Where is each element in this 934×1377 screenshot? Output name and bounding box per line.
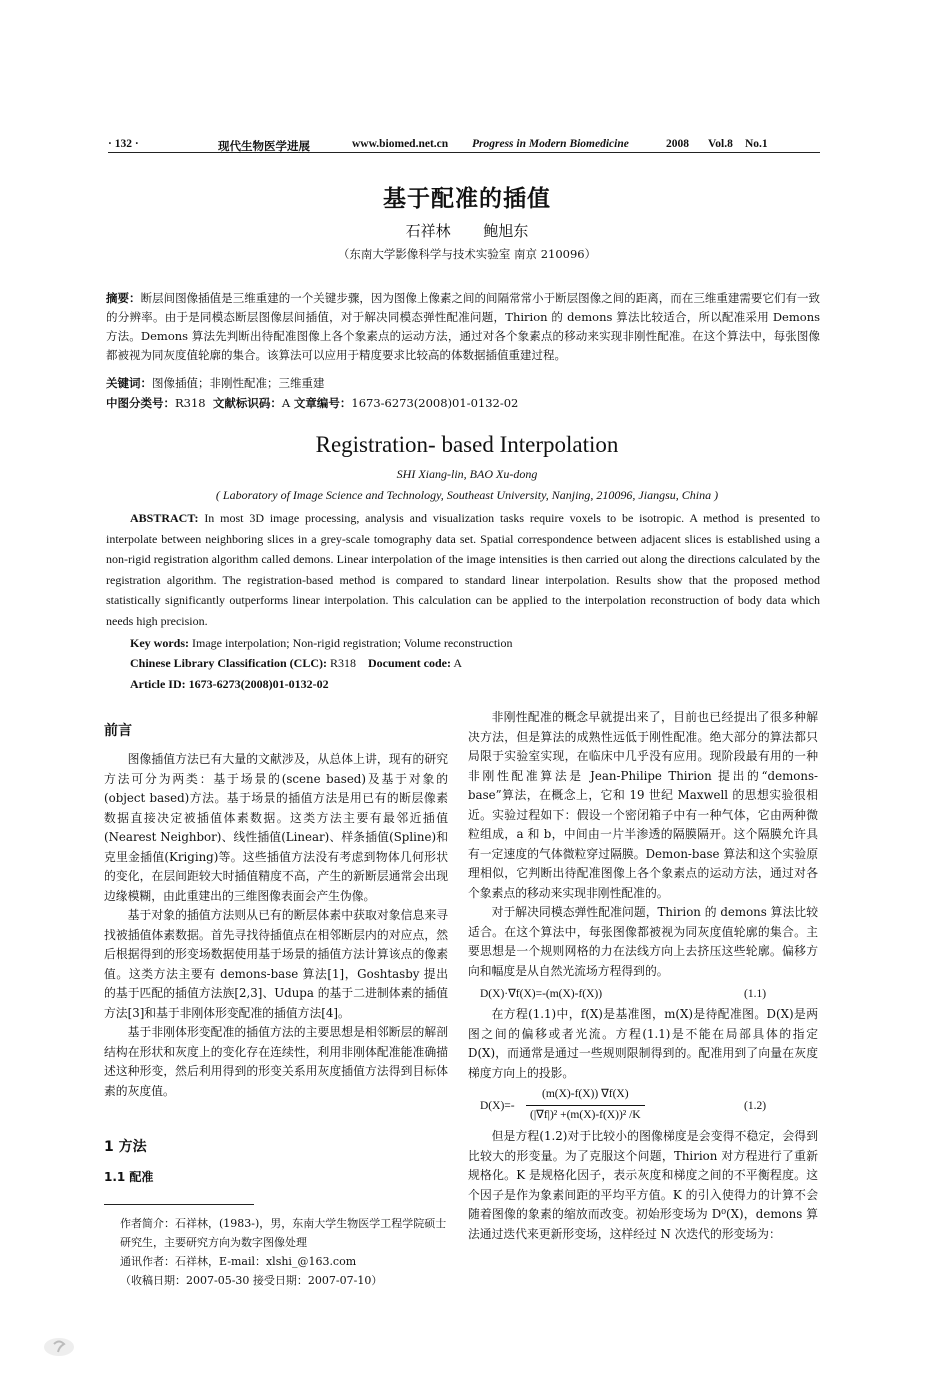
keywords-cn-text: 图像插值；非刚性配准；三维重建: [152, 376, 325, 390]
section-heading-preface: 前言: [104, 723, 132, 739]
doc-code-value-cn: A: [281, 396, 291, 410]
authors-cn: [0, 220, 934, 241]
journal-url: www.biomed.net.cn: [352, 138, 449, 150]
watermark-icon: [42, 1336, 76, 1358]
abstract-cn: [106, 289, 820, 365]
equation-1-2-lhs: D(X)=-: [480, 1100, 515, 1112]
article-id-en-label: Article ID:: [130, 677, 186, 691]
equation-1-1: [468, 983, 818, 1005]
watermark-logo: [42, 1336, 76, 1358]
clc-en-label: Chinese Library Classification (CLC):: [130, 656, 327, 670]
footnote-author: 作者简介：石祥林，(1983-)，男，东南大学生物医学工程学院硕士研究生，主要研究方向为数字图像处理: [120, 1217, 447, 1249]
paragraph: 对于解决同模态弹性配准问题，Thirion 的 demons 算法比较适合。在这个算法中，每张图像都被视为同灰度值轮廓的集合。主要思想是一个规则网格的力在法线方向上去挤压这些轮廓。偏移方向和幅度是从自然光流场方程得到的。: [468, 905, 818, 978]
doc-code-en-value: A: [453, 656, 463, 670]
clc-en: [130, 656, 820, 671]
keywords-en-label: Key words:: [130, 636, 189, 650]
journal-name-cn: 现代生物医学进展: [218, 141, 310, 153]
doc-code-en-label: Document code:: [368, 656, 451, 670]
journal-year: 2008: [666, 138, 689, 150]
page-number: · 132 ·: [108, 138, 139, 150]
equation-1-2-fraction: [526, 1085, 645, 1125]
paragraph: 在方程(1.1)中，f(X)是基准图，m(X)是待配准图。D(X)是两图之间的偏移或者光流。方程(1.1)是不能在局部具体的指定 D(X)，而通常是通过一些规则限制得到的。配准用到了向量在灰度梯度方向上的投影。: [468, 1007, 818, 1080]
abstract-en-label: ABSTRACT:: [130, 511, 199, 525]
footnote: [120, 1214, 448, 1290]
footnote-rule: [104, 1204, 254, 1205]
keywords-cn-label: 关键词：: [106, 376, 152, 390]
right-column-body: [468, 708, 818, 1244]
article-id-en-value: 1673-6273(2008)01-0132-02: [188, 677, 329, 691]
paragraph: 非刚性配准的概念早就提出来了，目前也已经提出了很多种解决方法，但是算法的成熟性远低于刚性配准。绝大部分的算法都只局限于实验室实现，在临床中几乎没有应用。现阶段最有用的一种非刚性配准算法是 Jean-Philipe Thirion 提出的“demons-base”算法，在概念上，它和 19 世纪 Maxwell 的思想实验很相近。实验过程如下：假设一个密闭箱子中有一种气体，它由两种微粒组成，a 和 b，中间由一片半渗透的隔膜隔开。这个隔膜允许具有一定速度的气体微粒穿过隔膜。Demon-base 算法和这个实验原理相似，它判断出待配准图像上各个象素点的运动方法，通过对各个象素点的移动来实现非刚性配准的。: [468, 710, 818, 900]
keywords-en: [130, 636, 820, 651]
abstract-cn-label: 摘要：: [106, 291, 141, 305]
clc-en-value: R318: [330, 656, 357, 670]
authors-en: SHI Xiang-lin, BAO Xu-dong: [396, 467, 538, 481]
paragraph: 但是方程(1.2)对于比较小的图像梯度是会变得不稳定，会得到比较大的形变量。为了克服这个问题，Thirion 对方程进行了重新规格化。K 是规格化因子，表示灰度和梯度之间的不平衡程度。这个因子是作为象素间距的平均平方值。K 的引入使得力的计算不会随着图像的象素的缩放而改变。初始形变场为 D⁰(X)，demons 算法通过迭代来更新形变场，这样经过 N 次迭代的形变场为：: [468, 1129, 818, 1241]
left-column-body: [104, 750, 448, 1101]
abstract-cn-text: 断层间图像插值是三维重建的一个关键步骤，因为图像上像素之间的间隔常常小于断层图像之间的距离，而在三维重建需要它们有一致的分辨率。由于是同模态断层图像层间插值，对于解决同模态弹性配准问题，Thirion 的 demons 算法比较适合，所以配准采用 Demons 方法。Demons 算法先判断出待配准图像上各个象素点的运动方法，通过对各个象素点的移动来实现非刚性配准。在这个算法中，每张图像都被视为同灰度值轮廓的集合。该算法可以应用于精度要求比较高的体数据插值重建过程。: [106, 291, 821, 362]
header-rule: [108, 152, 820, 153]
article-id-en: [130, 677, 820, 692]
paragraph: 基于非刚体形变配准的插值方法的主要思想是相邻断层的解剖结构在形状和灰度上的变化存在连续性，利用非刚体配准能准确描述这种形变，然后利用得到的形变关系用灰度插值方法得到目标体素的灰度值。: [104, 1025, 448, 1098]
article-no-value-cn: 1673-6273(2008)01-0132-02: [351, 396, 519, 410]
equation-1-1-number: (1.1): [744, 988, 767, 1000]
doc-code-label-cn: 文献标识码：: [212, 396, 282, 410]
journal-issue: No.1: [745, 138, 768, 150]
equation-1-1-text: D(X)·∇f(X)=-(m(X)-f(X)): [480, 988, 603, 1000]
equation-1-2-denominator: (|∇f|)² +(m(X)-f(X))² /K: [530, 1108, 641, 1121]
article-no-label-cn: 文章编号：: [293, 396, 352, 410]
keywords-en-text: Image interpolation; Non-rigid registration; Volume reconstruction: [192, 636, 513, 650]
section-heading-method: 1 方法: [104, 1139, 147, 1155]
equation-1-2: [468, 1085, 818, 1125]
affiliation-cn: （东南大学影像科学与技术实验室 南京 210096）: [337, 247, 597, 261]
footnote-contact: 通讯作者：石祥林，E-mail：xlshi_@163.com: [120, 1255, 357, 1268]
clc-value-cn: R318: [175, 396, 206, 410]
author-cn: 石祥林: [405, 222, 451, 240]
title-cn: 基于配准的插值: [383, 186, 551, 212]
equation-1-2-numerator: (m(X)-f(X)) ∇f(X): [526, 1085, 645, 1106]
paragraph: 基于对象的插值方法则从已有的断层体素中获取对象信息来寻找被插值体素数据。首先寻找待插值点在相邻断层内的对应点，然后根据得到的形变场数据使用基于场景的插值方法计算该点的像素值。这类方法主要有 demons-base 算法[1]，Goshtasby 提出的基于匹配的插值方法族[2,3]、Udupa 的基于二进制体素的插值方法[3]和基于非刚体形变配准的插值方法[4]。: [104, 908, 448, 1020]
clc-label-cn: 中图分类号：: [106, 396, 175, 410]
keywords-cn: [106, 374, 820, 393]
abstract-en: [106, 508, 820, 631]
journal-name-en: Progress in Modern Biomedicine: [472, 138, 629, 150]
title-en: Registration- based Interpolation: [315, 432, 619, 457]
author-cn: 鲍旭东: [483, 222, 529, 240]
affiliation-en: ( Laboratory of Image Science and Technology, Southeast University, Nanjing, 210096, Jiangsu, China ): [215, 488, 719, 502]
equation-1-2-number: (1.2): [744, 1100, 767, 1112]
paragraph: 图像插值方法已有大量的文献涉及，从总体上讲，现有的研究方法可分为两类：基于场景的(scene based)及基于对象的(object based)方法。基于场景的插值方法是用已有的断层像素数据直接决定被插值体素数据。这类方法主要有最邻近插值(Nearest Neighbor)、线性插值(Linear)、样条插值(Spline)和克里金插值(Kriging)等。这些插值方法没有考虑到物体几何形状的变化，在层间距较大时插值精度不高，产生的新断层通常会出现边缘模糊，由此重建出的三维图像表面会产生伪像。: [104, 752, 448, 903]
abstract-en-text: In most 3D image processing, analysis and visualization tasks require voxels to be isotropic. A method is presented to interpolate between neighboring slices in a grey-scale tomography data set. Spatial correspondence between adjacent slices is established using a non-rigid registration algorithm called demons. Linear interpolation of the image intensities is then carried out along the directions calculated by the registration algorithm. The registration-based method is compared to standard linear interpolation. Results show that the proposed method statistically significantly outperforms linear interpolation. This calculation can be applied to the interpolation reconstruction of body data which needs high precision.: [106, 511, 821, 628]
classification-cn: [106, 394, 820, 413]
subsection-heading-registration: 1.1 配准: [104, 1170, 154, 1184]
footnote-dates: （收稿日期：2007-05-30 接受日期：2007-07-10）: [120, 1274, 383, 1287]
journal-volume: Vol.8: [708, 138, 733, 150]
